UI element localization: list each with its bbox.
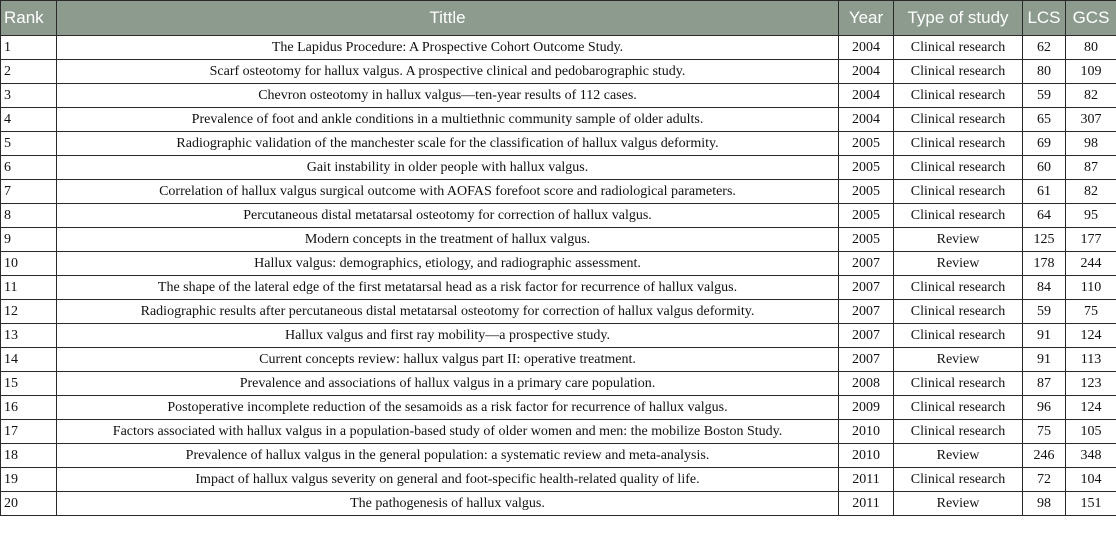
cell-title: Hallux valgus: demographics, etiology, and radiographic assessment. xyxy=(57,252,839,276)
cell-rank: 4 xyxy=(1,108,57,132)
cell-type-of-study: Clinical research xyxy=(894,156,1023,180)
cell-type-of-study: Clinical research xyxy=(894,36,1023,60)
cell-rank: 5 xyxy=(1,132,57,156)
cell-rank: 16 xyxy=(1,396,57,420)
table-row xyxy=(1,396,1116,420)
cell-rank: 13 xyxy=(1,324,57,348)
cell-title: Hallux valgus and first ray mobility—a prospective study. xyxy=(57,324,839,348)
cell-lcs: 61 xyxy=(1023,180,1066,204)
cell-gcs: 95 xyxy=(1066,204,1116,228)
table-row xyxy=(1,348,1116,372)
cell-title: Impact of hallux valgus severity on general and foot-specific health-related quality of life. xyxy=(57,468,839,492)
table-row xyxy=(1,444,1116,468)
table-row xyxy=(1,492,1116,516)
cell-gcs: 104 xyxy=(1066,468,1116,492)
header-rank: Rank xyxy=(1,1,57,36)
cell-type-of-study: Clinical research xyxy=(894,300,1023,324)
cell-lcs: 84 xyxy=(1023,276,1066,300)
cell-lcs: 91 xyxy=(1023,348,1066,372)
cell-type-of-study: Clinical research xyxy=(894,84,1023,108)
cell-year: 2004 xyxy=(839,60,894,84)
table-row xyxy=(1,276,1116,300)
cell-type-of-study: Clinical research xyxy=(894,132,1023,156)
cell-rank: 11 xyxy=(1,276,57,300)
cell-gcs: 307 xyxy=(1066,108,1116,132)
cell-lcs: 91 xyxy=(1023,324,1066,348)
cell-lcs: 62 xyxy=(1023,36,1066,60)
header-type-of-study: Type of study xyxy=(894,1,1023,36)
cell-gcs: 124 xyxy=(1066,324,1116,348)
header-row xyxy=(1,1,1116,36)
cell-title: Factors associated with hallux valgus in a population-based study of older women and men: the mobilize Boston Study. xyxy=(57,420,839,444)
cell-gcs: 98 xyxy=(1066,132,1116,156)
cell-gcs: 82 xyxy=(1066,84,1116,108)
cell-gcs: 80 xyxy=(1066,36,1116,60)
header-title: Tittle xyxy=(57,1,839,36)
cell-rank: 15 xyxy=(1,372,57,396)
cell-type-of-study: Clinical research xyxy=(894,324,1023,348)
cell-rank: 3 xyxy=(1,84,57,108)
cell-title: Gait instability in older people with hallux valgus. xyxy=(57,156,839,180)
cell-lcs: 246 xyxy=(1023,444,1066,468)
cell-title: Prevalence of foot and ankle conditions in a multiethnic community sample of older adults. xyxy=(57,108,839,132)
cell-title: Prevalence and associations of hallux valgus in a primary care population. xyxy=(57,372,839,396)
cell-type-of-study: Clinical research xyxy=(894,108,1023,132)
cell-rank: 8 xyxy=(1,204,57,228)
table-body xyxy=(1,36,1116,516)
table-row xyxy=(1,252,1116,276)
cell-title: Modern concepts in the treatment of hallux valgus. xyxy=(57,228,839,252)
cell-year: 2010 xyxy=(839,420,894,444)
cell-type-of-study: Review xyxy=(894,444,1023,468)
table-row xyxy=(1,420,1116,444)
cell-year: 2008 xyxy=(839,372,894,396)
cell-type-of-study: Review xyxy=(894,348,1023,372)
cell-title: The shape of the lateral edge of the first metatarsal head as a risk factor for recurrence of hallux valgus. xyxy=(57,276,839,300)
cell-rank: 6 xyxy=(1,156,57,180)
cell-gcs: 124 xyxy=(1066,396,1116,420)
cell-gcs: 348 xyxy=(1066,444,1116,468)
cell-gcs: 82 xyxy=(1066,180,1116,204)
cell-title: The Lapidus Procedure: A Prospective Cohort Outcome Study. xyxy=(57,36,839,60)
table-row xyxy=(1,468,1116,492)
cell-lcs: 59 xyxy=(1023,300,1066,324)
cell-lcs: 125 xyxy=(1023,228,1066,252)
header-year: Year xyxy=(839,1,894,36)
cell-title: Postoperative incomplete reduction of the sesamoids as a risk factor for recurrence of hallux valgus. xyxy=(57,396,839,420)
cell-year: 2005 xyxy=(839,180,894,204)
cell-year: 2011 xyxy=(839,468,894,492)
cell-gcs: 87 xyxy=(1066,156,1116,180)
table-row xyxy=(1,108,1116,132)
cell-rank: 2 xyxy=(1,60,57,84)
cell-year: 2007 xyxy=(839,300,894,324)
table-row xyxy=(1,156,1116,180)
cell-year: 2004 xyxy=(839,36,894,60)
cell-rank: 20 xyxy=(1,492,57,516)
cell-year: 2005 xyxy=(839,228,894,252)
cell-gcs: 113 xyxy=(1066,348,1116,372)
cell-title: Radiographic validation of the manchester scale for the classification of hallux valgus deformity. xyxy=(57,132,839,156)
cell-title: Radiographic results after percutaneous distal metatarsal osteotomy for correction of hallux valgus deformity. xyxy=(57,300,839,324)
cell-type-of-study: Clinical research xyxy=(894,204,1023,228)
cell-type-of-study: Clinical research xyxy=(894,60,1023,84)
cell-gcs: 75 xyxy=(1066,300,1116,324)
cell-year: 2007 xyxy=(839,276,894,300)
cell-title: The pathogenesis of hallux valgus. xyxy=(57,492,839,516)
cell-title: Prevalence of hallux valgus in the general population: a systematic review and meta-analysis. xyxy=(57,444,839,468)
cell-type-of-study: Review xyxy=(894,492,1023,516)
cell-type-of-study: Clinical research xyxy=(894,396,1023,420)
cell-title: Chevron osteotomy in hallux valgus—ten-year results of 112 cases. xyxy=(57,84,839,108)
cell-lcs: 69 xyxy=(1023,132,1066,156)
table-row xyxy=(1,60,1116,84)
cell-year: 2007 xyxy=(839,324,894,348)
cell-year: 2005 xyxy=(839,156,894,180)
cell-lcs: 80 xyxy=(1023,60,1066,84)
cell-lcs: 72 xyxy=(1023,468,1066,492)
table-row xyxy=(1,180,1116,204)
cell-gcs: 110 xyxy=(1066,276,1116,300)
cell-lcs: 178 xyxy=(1023,252,1066,276)
table-row xyxy=(1,228,1116,252)
cell-rank: 18 xyxy=(1,444,57,468)
table-row xyxy=(1,372,1116,396)
cell-type-of-study: Clinical research xyxy=(894,180,1023,204)
cell-gcs: 151 xyxy=(1066,492,1116,516)
cell-year: 2005 xyxy=(839,132,894,156)
cell-year: 2007 xyxy=(839,348,894,372)
cell-lcs: 64 xyxy=(1023,204,1066,228)
cell-lcs: 87 xyxy=(1023,372,1066,396)
cell-gcs: 105 xyxy=(1066,420,1116,444)
table-row xyxy=(1,36,1116,60)
cell-lcs: 96 xyxy=(1023,396,1066,420)
cell-type-of-study: Review xyxy=(894,228,1023,252)
table-row xyxy=(1,84,1116,108)
cell-title: Percutaneous distal metatarsal osteotomy for correction of hallux valgus. xyxy=(57,204,839,228)
cell-year: 2009 xyxy=(839,396,894,420)
table-row xyxy=(1,132,1116,156)
cell-lcs: 98 xyxy=(1023,492,1066,516)
cell-rank: 9 xyxy=(1,228,57,252)
cell-gcs: 177 xyxy=(1066,228,1116,252)
cell-lcs: 65 xyxy=(1023,108,1066,132)
cell-lcs: 60 xyxy=(1023,156,1066,180)
cell-rank: 17 xyxy=(1,420,57,444)
header-lcs: LCS xyxy=(1023,1,1066,36)
cell-year: 2011 xyxy=(839,492,894,516)
table-row xyxy=(1,204,1116,228)
cell-type-of-study: Clinical research xyxy=(894,372,1023,396)
cell-year: 2007 xyxy=(839,252,894,276)
header-gcs: GCS xyxy=(1066,1,1116,36)
cell-year: 2010 xyxy=(839,444,894,468)
cell-lcs: 59 xyxy=(1023,84,1066,108)
cell-type-of-study: Clinical research xyxy=(894,276,1023,300)
cell-gcs: 109 xyxy=(1066,60,1116,84)
cell-type-of-study: Clinical research xyxy=(894,420,1023,444)
cell-rank: 12 xyxy=(1,300,57,324)
cell-year: 2004 xyxy=(839,84,894,108)
cell-year: 2004 xyxy=(839,108,894,132)
table-row xyxy=(1,324,1116,348)
cell-title: Current concepts review: hallux valgus part II: operative treatment. xyxy=(57,348,839,372)
table-row xyxy=(1,300,1116,324)
cell-gcs: 123 xyxy=(1066,372,1116,396)
cell-rank: 19 xyxy=(1,468,57,492)
cell-title: Scarf osteotomy for hallux valgus. A prospective clinical and pedobarographic study. xyxy=(57,60,839,84)
cell-lcs: 75 xyxy=(1023,420,1066,444)
cell-title: Correlation of hallux valgus surgical outcome with AOFAS forefoot score and radiological parameters. xyxy=(57,180,839,204)
cell-type-of-study: Clinical research xyxy=(894,468,1023,492)
cell-type-of-study: Review xyxy=(894,252,1023,276)
cell-rank: 10 xyxy=(1,252,57,276)
cell-gcs: 244 xyxy=(1066,252,1116,276)
cell-rank: 14 xyxy=(1,348,57,372)
cell-year: 2005 xyxy=(839,204,894,228)
cell-rank: 7 xyxy=(1,180,57,204)
cell-rank: 1 xyxy=(1,36,57,60)
